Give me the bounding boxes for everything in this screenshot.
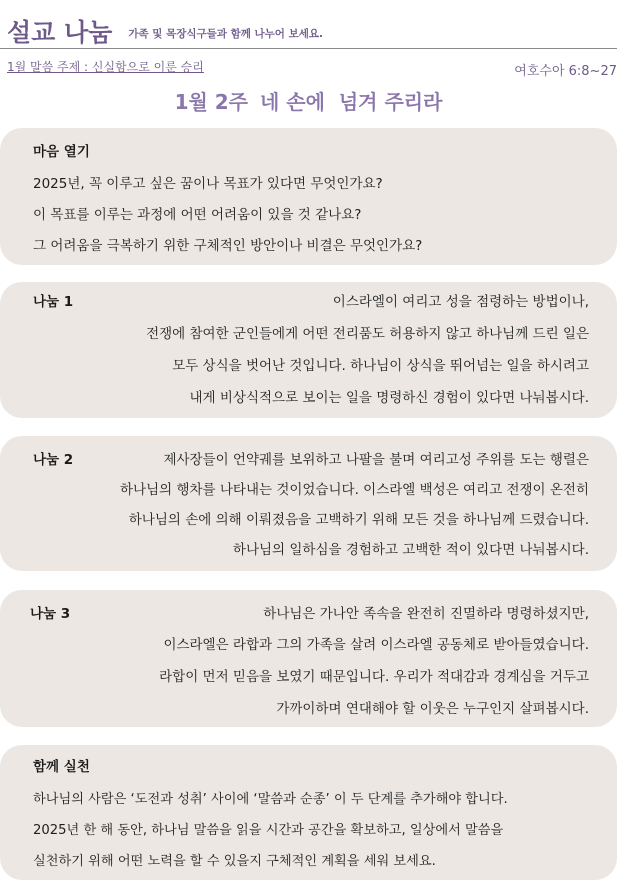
card-label: 함께 실천 xyxy=(33,759,90,775)
page-title: 설교 나눔 xyxy=(7,18,113,47)
card-practice xyxy=(0,745,617,880)
header-divider xyxy=(0,48,617,49)
card-line: 라합이 먼저 믿음을 보였기 때문입니다. 우리가 적대감과 경계심을 거두고 xyxy=(159,669,589,685)
card-line: 2025년 한 해 동안, 하나님 말씀을 읽을 시간과 공간을 확보하고, 일상에서 말씀을 xyxy=(33,823,504,838)
week-label: 1월 2주 xyxy=(174,90,248,114)
card-share-3 xyxy=(0,590,617,727)
card-line: 하나님의 손에 의해 이뤄졌음을 고백하기 위해 모든 것을 하나님께 드렸습니다. xyxy=(128,512,589,528)
card-line: 하나님은 가나안 족속을 완전히 진멸하라 명령하셨지만, xyxy=(263,606,589,622)
card-line: 하나님의 일하심을 경험하고 고백한 적이 있다면 나눠봅시다. xyxy=(232,542,589,558)
monthly-theme: 1월 말씀 주제 : 신실함으로 이룬 승리 xyxy=(7,60,204,74)
card-line: 가까이하며 연대해야 할 이웃은 누구인지 살펴봅시다. xyxy=(276,701,589,717)
card-line: 제사장들이 언약궤를 보위하고 나팔을 불며 여리고성 주위를 도는 행렬은 xyxy=(163,452,589,468)
week-heading xyxy=(0,86,617,115)
card-line: 2025년, 꼭 이루고 싶은 꿈이나 목표가 있다면 무엇인가요? xyxy=(33,176,383,192)
card-line: 이스라엘이 여리고 성을 점령하는 방법이나, xyxy=(332,294,589,310)
card-line: 전쟁에 참여한 군인들에게 어떤 전리품도 허용하지 않고 하나님께 드린 일은 xyxy=(146,326,589,342)
card-line: 하나님의 사람은 ‘도전과 성취’ 사이에 ‘말씀과 순종’ 이 두 단계를 추가해야 합니다. xyxy=(33,792,508,807)
card-line: 실천하기 위해 어떤 노력을 할 수 있을지 구체적인 계획을 세워 보세요. xyxy=(33,854,436,869)
card-share-1 xyxy=(0,282,617,418)
card-label: 나눔 1 xyxy=(33,294,74,310)
card-share-2 xyxy=(0,436,617,571)
scripture-reference: 여호수아 6:8~27 xyxy=(514,64,617,79)
card-line: 하나님의 행차를 나타내는 것이었습니다. 이스라엘 백성은 여리고 전쟁이 온전히 xyxy=(120,482,589,498)
card-label: 마음 열기 xyxy=(33,144,90,160)
card-line: 이 목표를 이루는 과정에 어떤 어려움이 있을 것 같나요? xyxy=(33,207,362,223)
sermon-title: 네 손에 넘겨 주리라 xyxy=(260,90,443,114)
header xyxy=(7,12,323,48)
card-label: 나눔 2 xyxy=(33,452,74,468)
card-open-heart xyxy=(0,128,617,265)
card-line: 모두 상식을 벗어난 것입니다. 하나님이 상식을 뛰어넘는 일을 하시려고 xyxy=(172,358,589,374)
card-line: 내게 비상식적으로 보이는 일을 명령하신 경험이 있다면 나눠봅시다. xyxy=(189,390,589,406)
card-line: 이스라엘은 라합과 그의 가족을 살려 이스라엘 공동체로 받아들였습니다. xyxy=(163,637,589,653)
card-line: 그 어려움을 극복하기 위한 구체적인 방안이나 비결은 무엇인가요? xyxy=(33,238,423,254)
card-label: 나눔 3 xyxy=(30,606,71,622)
page-subtitle: 가족 및 목장식구들과 함께 나누어 보세요. xyxy=(128,28,324,40)
